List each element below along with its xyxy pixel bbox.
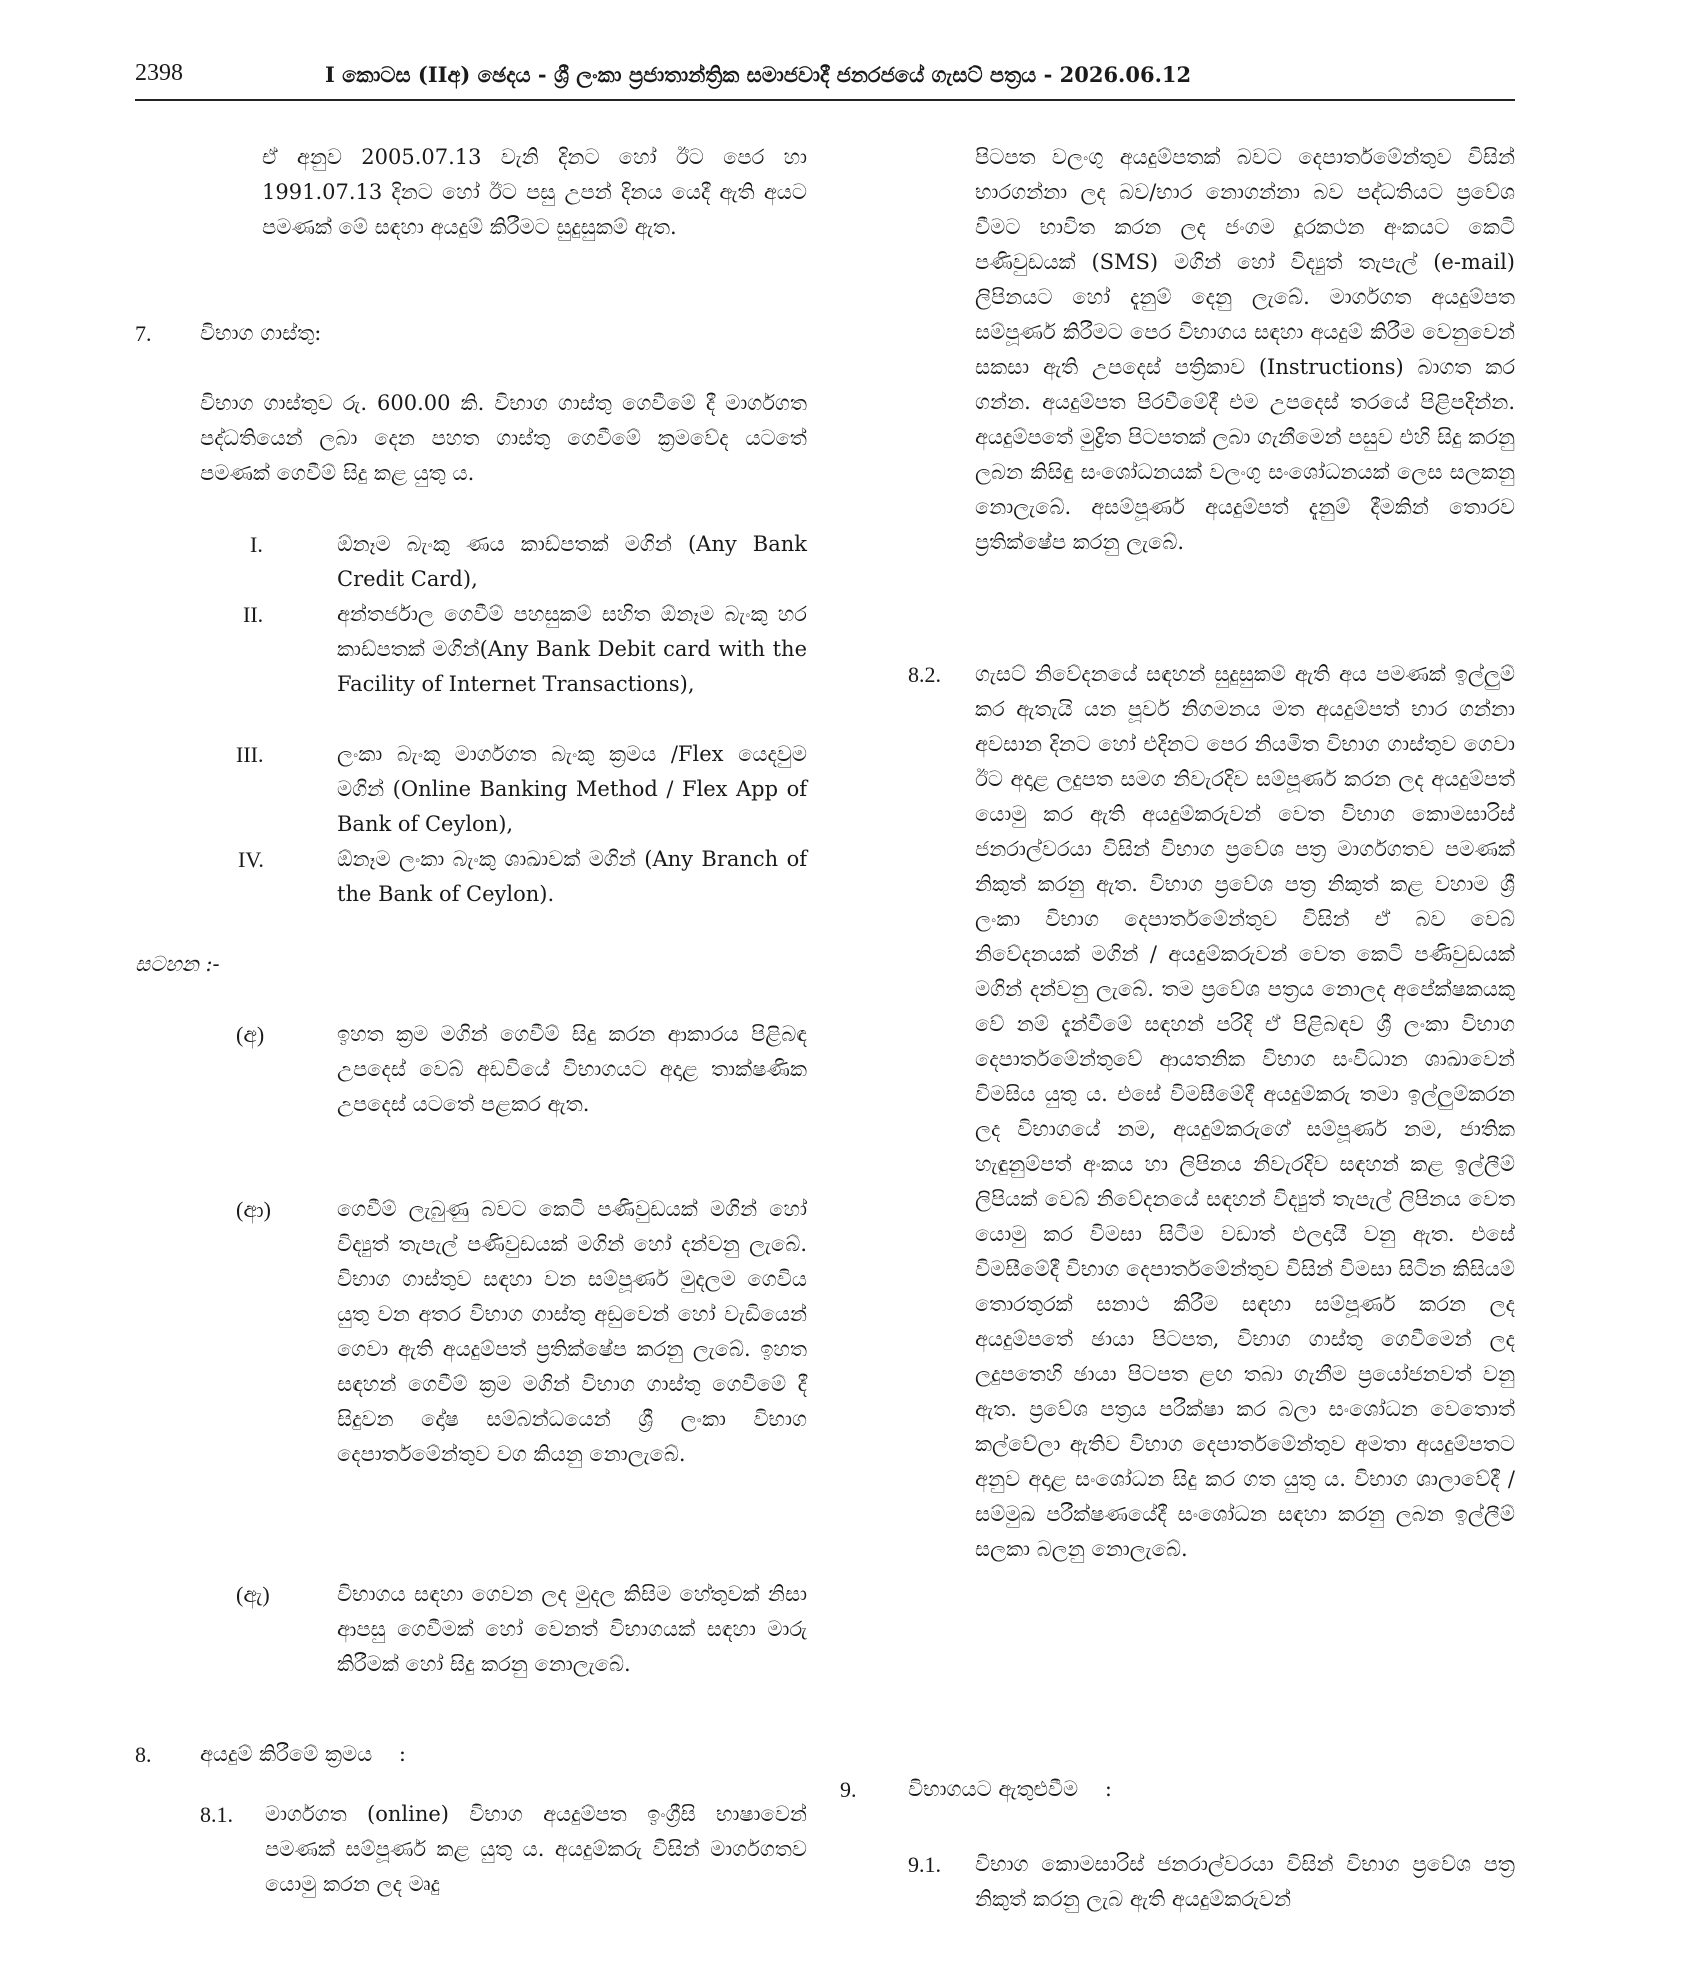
header-divider [135,99,1515,101]
section-8-1-number: 8.1. [200,1802,233,1827]
note-label: සටහන :- [135,952,220,976]
section-7-number: 7. [135,321,152,346]
method-2-text: අන්තර්ජාල ගෙවීම් පහසුකම් සහිත ඕනෑම බැංකු හර කාඩ්පතක් මගින්(Any Bank Debit card with the Facility of Internet Transactions), [337,602,807,696]
note-c-number: (ඇ) [236,1582,270,1607]
method-4-text: ඕනෑම ලංකා බැංකු ශාඛාවක් මගින් (Any Branch of the Bank of Ceylon). [337,847,807,906]
method-3-text: ලංකා බැංකු මාර්ගගත බැංකු ක්‍රමය /Flex යෙදවුම මගින් (Online Banking Method / Flex App of Bank of Ceylon), [337,742,807,836]
section-8-2-number: 8.2. [908,662,941,687]
note-a-text: ඉහත ක්‍රම මගින් ගෙවීම් සිදු කරන ආකාරය පිළිබඳ උපදෙස් වෙබ් අඩවියේ විභාගයට අදාළ තාක්ෂණික උපදෙස් යටතේ පළකර ඇත. [337,1022,807,1116]
method-2-number: II. [243,602,264,627]
intro-paragraph: ඒ අනුව 2005.07.13 වැනි දිනට හෝ ඊට පෙර හා 1991.07.13 දිනට හෝ ඊට පසු උපන් දිනය යෙදී ඇති අයට පමණක් මේ සඳහා අයදුම් කිරීමට සුදුසුකම් ඇත. [262,145,807,239]
section-9-1-text: විභාග කොමසාරිස් ජනරාල්වරයා විසින් විභාග ප්‍රවේශ පත්‍ර නිකුත් කරනු ලැබ ඇති අයදුම්කරුවන් [975,1852,1515,1911]
section-8-title: අයදුම් කිරීමේ ක්‍රමය : [200,1742,406,1766]
page-header [135,60,1515,104]
note-a-number: (අ) [236,1022,265,1047]
note-b-number: (ආ) [236,1197,271,1222]
section-7-paragraph: විභාග ගාස්තුව රු. 600.00 කි. විභාග ගාස්තු ගෙවීමේ දී මාර්ගගත පද්ධතියෙන් ලබා දෙන පහත ගාස්තු ගෙවීමේ ක්‍රමවේද යටතේ පමණක් ගෙවීම් සිදු කළ යුතු ය. [200,391,807,485]
method-3-number: III. [236,742,264,767]
section-9-number: 9. [840,1777,857,1802]
method-1-text: ඕනෑම බැංකු ණය කාඩ්පතක් මගින් (Any Bank Credit Card), [337,532,807,591]
section-8-number: 8. [135,1742,152,1767]
section-8-1-continued: පිටපත වලංගු අයදුම්පතක් බවට දෙපාර්තමේන්තුව විසින් භාරගන්නා ලද බව/භාර නොගන්නා බව පද්ධතියට ප්‍රවේශ වීමට භාවිත කරන ලද ජංගම දූරකථන අංකයට කෙටි පණිවුඩයක් (SMS) මගින් හෝ විද්‍යුත් තැපැල් (e-mail) ලිපිනයට හෝ දැනුම් දෙනු ලැබේ. මාර්ගගත අයදුම්පත සම්පූර්ණ කිරීමට පෙර විභාගය සඳහා අයදුම් කිරීම වෙනුවෙන් සකසා ඇති උපදෙස් පත්‍රිකාව (Instructions) බාගත කර ගන්න. අයදුම්පත පිරවීමේදී එම උපදෙස් තරයේ පිළිපදින්න. අයදුම්පතේ මුද්‍රිත පිටපතක් ලබා ගැනීමෙන් පසුව එහි සිදු කරනු ලබන කිසිඳු සංශෝධනයක් වලංගු සංශෝධනයක් ලෙස සලකනු නොලැබේ. අසම්පූර්ණ අයදුම්පත් දැනුම් දීමකින් තොරව ප්‍රතික්ෂේප කරනු ලැබේ. [975,145,1515,554]
note-b-text: ගෙවීම් ලැබුණු බවට කෙටි පණිවුඩයක් මගින් හෝ විද්‍යුත් තැපැල් පණිවුඩයක් මගින් හෝ දන්වනු ලැබේ. විභාග ගාස්තුව සඳහා වන සම්පූර්ණ මුදලම ගෙවිය යුතු වන අතර විභාග ගාස්තු අඩුවෙන් හෝ වැඩියෙන් ගෙවා ඇති අයදුම්පත් ප්‍රතික්ෂේප කරනු ලැබේ. ඉහත සඳහන් ගෙවීම් ක්‍රම මගින් විභාග ගාස්තු ගෙවීමේ දී සිදුවන දෝෂ සම්බන්ධයෙන් ශ්‍රී ලංකා විභාග දෙපාර්තමේන්තුව වග කියනු නොලැබේ. [337,1197,807,1466]
section-9-1-number: 9.1. [908,1852,941,1877]
note-c-text: විභාගය සඳහා ගෙවන ලද මුදල කිසිම හේතුවක් නිසා ආපසු ගෙවීමක් හෝ වෙනත් විභාගයක් සඳහා මාරු කිරීමක් හෝ සිදු කරනු නොලැබේ. [337,1582,807,1676]
section-8-1-text: මාර්ගගත (online) විභාග අයදුම්පත ඉංග්‍රීසි භාෂාවෙන් පමණක් සම්පූර්ණ කළ යුතු ය. අයදුම්කරු විසින් මාර්ගගතව යොමු කරන ලද මෘදු [265,1802,807,1896]
section-7-title: විභාග ගාස්තු: [200,321,322,345]
section-8-2-text: ගැසට් නිවේදනයේ සඳහන් සුදුසුකම් ඇති අය පමණක් ඉල්ලුම් කර ඇතැයි යන පූර්ව නිගමනය මත අයදුම්පත් භාර ගන්නා අවසාන දිනට හෝ එදිනට පෙර නියමිත විභාග ගාස්තුව ගෙවා ඊට අදාළ ලදුපත සමග නිවැරදිව සම්පූර්ණ කරන ලද අයදුම්පත් යොමු කර ඇති අයදුම්කරුවන් වෙත විභාග කොමසාරිස් ජනරාල්වරයා විසින් විභාග ප්‍රවේශ පත්‍ර මාර්ගගතව පමණක් නිකුත් කරනු ඇත. විභාග ප්‍රවේශ පත්‍ර නිකුත් කළ වහාම ශ්‍රී ලංකා විභාග දෙපාර්තමේන්තුව විසින් ඒ බව වෙබ් නිවේදනයක් මගින් / අයදුම්කරුවන් වෙත කෙටි පණිවුඩයක් මගින් දන්වනු ලැබේ. තම ප්‍රවේශ පත්‍රය නොලද අපේක්ෂකයකු වේ නම් දැන්වීමේ සඳහන් පරිදි ඒ පිළිබඳව ශ්‍රී ලංකා විභාග දෙපාර්තමේන්තුවේ ආයතනික විභාග සංවිධාන ශාඛාවෙන් විමසිය යුතු ය. එසේ විමසීමේදී අයදුම්කරු තමා ඉල්ලුම්කරන ලද විභාගයේ නම, අයදුම්කරුගේ සම්පූර්ණ නම, ජාතික හැඳුනුම්පත් අංකය හා ලිපිනය නිවැරදිව සඳහන් කළ ඉල්ලීම් ලිපියක් වෙබ් නිවේදනයේ සඳහන් විද්‍යුත් තැපැල් ලිපිනය වෙත යොමු කර විමසා සිටීම වඩාත් ඵලදායී වනු ඇත. එසේ විමසීමේදී විභාග දෙපාර්තමේන්තුව විසින් විමසා සිටින කිසියම් තොරතුරක් සනාථ කිරීම සඳහා සම්පූර්ණ කරන ලද අයදුම්පතේ ඡායා පිටපත, විභාග ගාස්තු ගෙවීමෙන් ලද ලදුපතෙහි ඡායා පිටපත ළඟ තබා ගැනීම ප්‍රයෝජනවත් වනු ඇත. ප්‍රවේශ පත්‍රය පරීක්ෂා කර බලා සංශෝධන වෙතොත් කල්වේලා ඇතිව විභාග දෙපාර්තමේන්තුව අමතා අයදුම්පතට අනුව අදාළ සංශෝධන සිදු කර ගත යුතු ය. විභාග ශාලාවේදී / සම්මුඛ පරීක්ෂණයේදී සංශෝධන සඳහා කරනු ලබන ඉල්ලීම් සලකා බලනු නොලැබේ. [975,662,1515,1561]
gazette-title: I කොටස (IIඅ) ඡෙදය - ශ්‍රී ලංකා ප්‍රජාතාන්ත්‍රික සමාජවාදී ජනරජයේ ගැසට් පත්‍රය - 2026.06.12 [325,62,1192,87]
section-9-title: විභාගයට ඇතුළුවීම : [908,1777,1112,1801]
method-4-number: IV. [238,847,264,872]
method-1-number: I. [250,532,263,557]
page-number: 2398 [135,60,183,86]
